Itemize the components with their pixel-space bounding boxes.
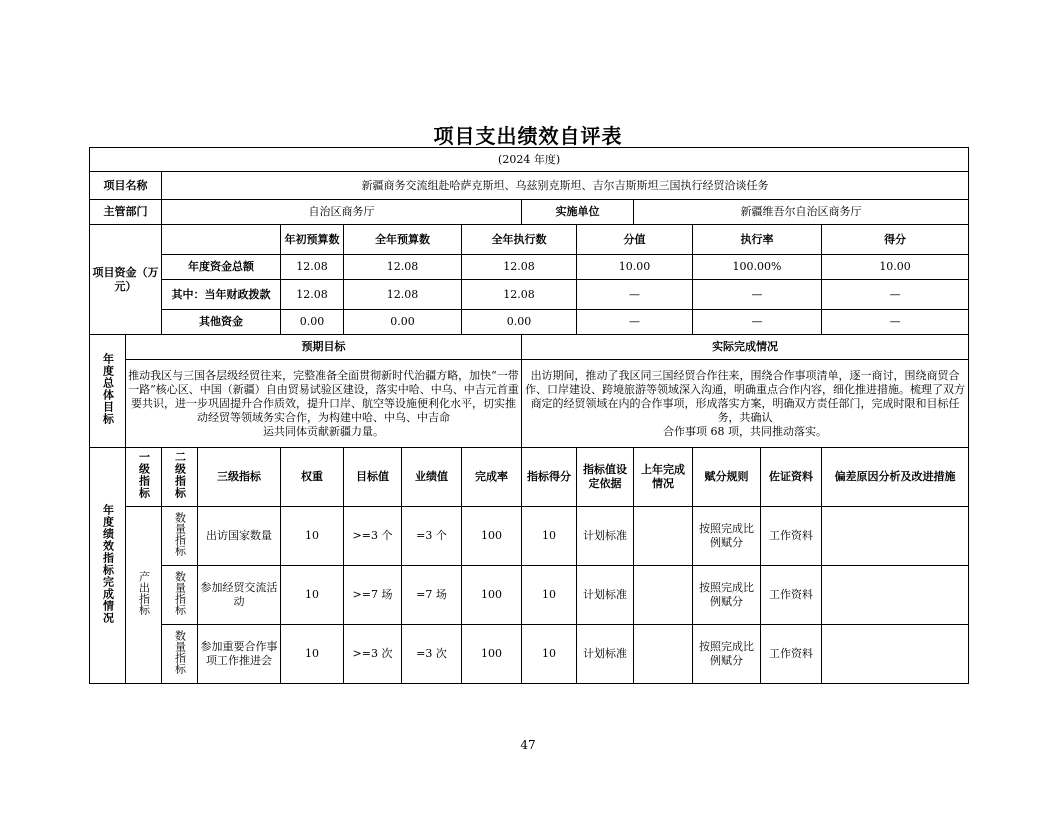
funds-cell: 12.08 bbox=[344, 255, 462, 280]
evidence-cell: 工作资料 bbox=[761, 566, 822, 625]
funds-cell: 0.00 bbox=[344, 310, 462, 335]
funds-cell: 0.00 bbox=[281, 310, 344, 335]
actual-result-text-cell bbox=[522, 360, 969, 448]
funds-header-points: 分值 bbox=[577, 225, 693, 255]
table-row bbox=[90, 566, 969, 625]
funds-row-label: 其他资金 bbox=[162, 310, 281, 335]
goals-side-cell bbox=[90, 335, 126, 448]
expected-goal-text: 推动我区与三国各层级经贸往来，完整准备全面贯彻新时代治疆方略，加快“一带一路”核心区、中国（新疆）自由贸易试验区建设，落实中哈、中乌、中吉元首重要共识，进一步巩固提升合作质效，提升口岸、航空等设施便利化水平，切实推动经贸等领域务实合作，为构建中哈、中乌、中吉命 bbox=[128, 368, 519, 424]
performance-table bbox=[89, 147, 969, 684]
funds-header-executed: 全年执行数 bbox=[462, 225, 577, 255]
impl-value: 新疆维吾尔自治区商务厅 bbox=[634, 200, 969, 225]
weight-cell: 10 bbox=[281, 625, 344, 684]
header-score: 指标得分 bbox=[522, 448, 577, 507]
score-cell: 10 bbox=[522, 566, 577, 625]
table-row bbox=[90, 625, 969, 684]
funds-cell: 10.00 bbox=[822, 255, 969, 280]
deviation-cell bbox=[822, 507, 969, 566]
funds-header-blank bbox=[162, 225, 281, 255]
score-cell: 10 bbox=[522, 507, 577, 566]
last-year-cell bbox=[634, 625, 693, 684]
deviation-cell bbox=[822, 566, 969, 625]
level2-cell bbox=[162, 507, 198, 566]
level2-cell bbox=[162, 566, 198, 625]
last-year-cell bbox=[634, 566, 693, 625]
page-number: 47 bbox=[520, 738, 536, 752]
actual-result-text-end: 合作事项 68 项，共同推动落实。 bbox=[663, 424, 828, 438]
evidence-cell: 工作资料 bbox=[761, 507, 822, 566]
header-level1: 一级指标 bbox=[137, 451, 151, 499]
header-rate: 完成率 bbox=[462, 448, 522, 507]
funds-cell: 12.08 bbox=[281, 280, 344, 310]
header-weight: 权重 bbox=[281, 448, 344, 507]
evidence-cell: 工作资料 bbox=[761, 625, 822, 684]
funds-cell: 100.00% bbox=[693, 255, 822, 280]
actual-cell: =7 场 bbox=[402, 566, 462, 625]
rate-cell: 100 bbox=[462, 507, 522, 566]
level3-cell: 出访国家数量 bbox=[198, 507, 281, 566]
header-level2: 二级指标 bbox=[173, 451, 187, 499]
level2-label: 数量指标 bbox=[173, 512, 187, 556]
target-cell: >=7 场 bbox=[344, 566, 402, 625]
year-cell: (2024 年度) bbox=[90, 148, 969, 172]
level2-label: 数量指标 bbox=[173, 571, 187, 615]
level2-label: 数量指标 bbox=[173, 630, 187, 674]
funds-cell: — bbox=[693, 280, 822, 310]
header-target: 目标值 bbox=[344, 448, 402, 507]
last-year-cell bbox=[634, 507, 693, 566]
indicators-side-cell bbox=[90, 448, 126, 684]
weight-cell: 10 bbox=[281, 507, 344, 566]
expected-goal-text-end: 运共同体贡献新疆力量。 bbox=[263, 424, 384, 438]
funds-row-label: 年度资金总额 bbox=[162, 255, 281, 280]
level3-cell: 参加经贸交流活动 bbox=[198, 566, 281, 625]
header-deviation: 偏差原因分析及改进措施 bbox=[822, 448, 969, 507]
header-rule: 赋分规则 bbox=[693, 448, 761, 507]
funds-cell: 0.00 bbox=[462, 310, 577, 335]
level1-label: 产出指标 bbox=[137, 571, 151, 615]
rate-cell: 100 bbox=[462, 625, 522, 684]
goals-side-label: 年度总体目标 bbox=[101, 353, 115, 425]
rule-cell: 按照完成比例赋分 bbox=[693, 625, 761, 684]
actual-result-text: 出访期间，推动了我区同三国经贸合作往来，围绕合作事项清单，逐一商讨，围绕商贸合作、口岸建设、跨境旅游等领域深入沟通，明确重点合作内容，细化推进措施。梳理了双方商定的经贸领域在内的合作事项，形成落实方案，明确双方责任部门，完成时限和目标任务，共确认 bbox=[525, 368, 966, 424]
actual-cell: =3 次 bbox=[402, 625, 462, 684]
score-cell: 10 bbox=[522, 625, 577, 684]
funds-cell: — bbox=[693, 310, 822, 335]
header-level3: 三级指标 bbox=[198, 448, 281, 507]
funds-header-initial: 年初预算数 bbox=[281, 225, 344, 255]
header-basis: 指标值设定依据 bbox=[577, 448, 634, 507]
dept-value: 自治区商务厅 bbox=[162, 200, 522, 225]
expected-goal-text-cell bbox=[126, 360, 522, 448]
funds-cell: — bbox=[577, 310, 693, 335]
rule-cell: 按照完成比例赋分 bbox=[693, 566, 761, 625]
project-name: 新疆商务交流组赴哈萨克斯坦、乌兹别克斯坦、吉尔吉斯斯坦三国执行经贸洽谈任务 bbox=[162, 172, 969, 200]
header-actual: 业绩值 bbox=[402, 448, 462, 507]
header-evidence: 佐证资料 bbox=[761, 448, 822, 507]
funds-header-annual: 全年预算数 bbox=[344, 225, 462, 255]
funds-cell: — bbox=[822, 280, 969, 310]
level1-cell bbox=[126, 507, 162, 684]
level3-cell: 参加重要合作事项工作推进会 bbox=[198, 625, 281, 684]
impl-label: 实施单位 bbox=[522, 200, 634, 225]
funds-label: 项目资金（万元） bbox=[90, 225, 162, 335]
weight-cell: 10 bbox=[281, 566, 344, 625]
header-level1-cell bbox=[126, 448, 162, 507]
funds-cell: 10.00 bbox=[577, 255, 693, 280]
basis-cell: 计划标准 bbox=[577, 566, 634, 625]
funds-cell: 12.08 bbox=[462, 255, 577, 280]
header-last-year: 上年完成情况 bbox=[634, 448, 693, 507]
funds-cell: 12.08 bbox=[281, 255, 344, 280]
rule-cell: 按照完成比例赋分 bbox=[693, 507, 761, 566]
funds-row-label: 其中：当年财政拨款 bbox=[162, 280, 281, 310]
expected-goal-label: 预期目标 bbox=[126, 335, 522, 360]
header-level2-cell bbox=[162, 448, 198, 507]
page-title: 项目支出绩效自评表 bbox=[433, 124, 623, 148]
actual-result-label: 实际完成情况 bbox=[522, 335, 969, 360]
project-name-label: 项目名称 bbox=[90, 172, 162, 200]
table-row bbox=[90, 507, 969, 566]
funds-cell: 12.08 bbox=[344, 280, 462, 310]
level2-cell bbox=[162, 625, 198, 684]
indicators-side-label: 年度绩效指标完成情况 bbox=[101, 503, 115, 624]
funds-header-score: 得分 bbox=[822, 225, 969, 255]
actual-cell: =3 个 bbox=[402, 507, 462, 566]
basis-cell: 计划标准 bbox=[577, 507, 634, 566]
deviation-cell bbox=[822, 625, 969, 684]
rate-cell: 100 bbox=[462, 566, 522, 625]
target-cell: >=3 个 bbox=[344, 507, 402, 566]
dept-label: 主管部门 bbox=[90, 200, 162, 225]
funds-cell: 12.08 bbox=[462, 280, 577, 310]
funds-header-rate: 执行率 bbox=[693, 225, 822, 255]
funds-cell: — bbox=[577, 280, 693, 310]
target-cell: >=3 次 bbox=[344, 625, 402, 684]
basis-cell: 计划标准 bbox=[577, 625, 634, 684]
funds-cell: — bbox=[822, 310, 969, 335]
